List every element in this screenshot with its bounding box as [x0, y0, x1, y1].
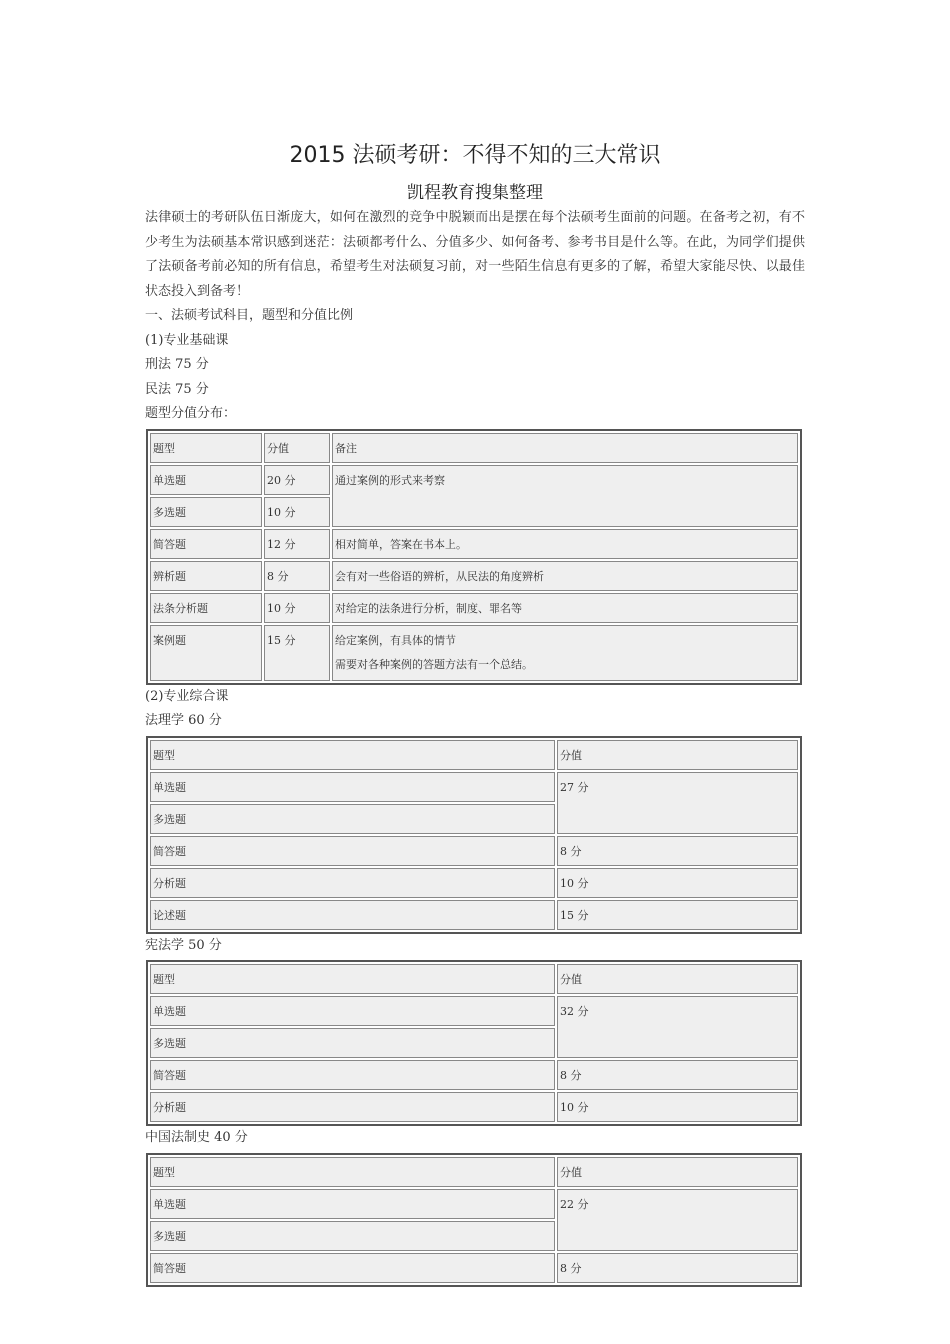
table-row [150, 772, 798, 802]
criminal-law-subject: 刑法 75 分 [145, 357, 209, 372]
score-cell: 10 分 [557, 868, 798, 898]
note-cell: 通过案例的形式来考察 [332, 465, 798, 527]
score-cell: 20 分 [264, 465, 330, 495]
table-row [150, 529, 798, 559]
table-row [150, 1060, 798, 1090]
table-row [150, 561, 798, 591]
table-row [150, 593, 798, 623]
table-row [150, 1092, 798, 1122]
comprehensive-course-heading: (2)专业综合课 [145, 688, 229, 704]
score-cell: 22 分 [557, 1189, 798, 1251]
header-cell: 分值 [557, 964, 798, 994]
table-row [150, 1253, 798, 1283]
note-cell [332, 625, 798, 681]
type-cell: 分析题 [150, 868, 555, 898]
score-cell: 8 分 [264, 561, 330, 591]
basic-course-heading: (1)专业基础课 [145, 332, 229, 348]
type-cell: 简答题 [150, 529, 262, 559]
type-cell: 简答题 [150, 836, 555, 866]
score-cell: 27 分 [557, 772, 798, 834]
table-header-row [150, 433, 798, 463]
table-row [150, 996, 798, 1026]
type-cell: 简答题 [150, 1060, 555, 1090]
table-row [150, 625, 798, 681]
jurisprudence-table [146, 736, 802, 934]
header-cell: 题型 [150, 964, 555, 994]
type-cell: 简答题 [150, 1253, 555, 1283]
table-header-row [150, 964, 798, 994]
type-cell: 论述题 [150, 900, 555, 930]
score-cell: 10 分 [264, 497, 330, 527]
basic-score-table [146, 429, 802, 685]
header-cell: 题型 [150, 740, 555, 770]
score-cell: 10 分 [264, 593, 330, 623]
legal-history-table [146, 1153, 802, 1287]
type-cell: 单选题 [150, 1189, 555, 1219]
type-cell: 多选题 [150, 1028, 555, 1058]
distribution-label: 题型分值分布： [145, 406, 237, 421]
type-cell: 多选题 [150, 1221, 555, 1251]
document-subtitle: 凯程教育搜集整理 [407, 183, 543, 203]
intro-paragraph: 法律硕士的考研队伍日渐庞大，如何在激烈的竞争中脱颖而出是摆在每个法硕考生面前的问题。在备考之初，有不少考生为法硕基本常识感到迷茫：法硕都考什么、分值多少、如何备考、参考书目是什么等。在此，为同学们提供了法硕备考前必知的所有信息，希望考生对法硕复习前，对一些陌生信息有更多的了解，希望大家能尽快、以最佳状态投入到备考！ [145, 210, 805, 299]
table-header-row [150, 740, 798, 770]
header-cell: 分值 [557, 740, 798, 770]
type-cell: 案例题 [150, 625, 262, 681]
table-row [150, 900, 798, 930]
type-cell: 分析题 [150, 1092, 555, 1122]
score-cell: 32 分 [557, 996, 798, 1058]
score-cell: 15 分 [264, 625, 330, 681]
table-row [150, 1189, 798, 1219]
type-cell: 辨析题 [150, 561, 262, 591]
type-cell: 单选题 [150, 772, 555, 802]
civil-law-subject: 民法 75 分 [145, 381, 209, 397]
type-cell: 单选题 [150, 996, 555, 1026]
note-cell: 会有对一些俗语的辨析，从民法的角度辨析 [332, 561, 798, 591]
jurisprudence-label: 法理学 60 分 [145, 713, 222, 728]
table-header-row [150, 1157, 798, 1187]
table-row [150, 868, 798, 898]
score-cell: 15 分 [557, 900, 798, 930]
score-cell: 12 分 [264, 529, 330, 559]
score-cell: 8 分 [557, 836, 798, 866]
document-page [145, 130, 805, 1287]
type-cell: 多选题 [150, 497, 262, 527]
score-cell: 10 分 [557, 1092, 798, 1122]
header-cell: 题型 [150, 1157, 555, 1187]
table-row [150, 465, 798, 495]
header-cell: 分值 [557, 1157, 798, 1187]
header-cell: 备注 [332, 433, 798, 463]
section-heading: 一、法硕考试科目，题型和分值比例 [145, 308, 354, 323]
score-cell: 8 分 [557, 1060, 798, 1090]
document-title: 2015 法硕考研：不得不知的三大常识 [289, 143, 661, 168]
header-cell: 题型 [150, 433, 262, 463]
score-cell: 8 分 [557, 1253, 798, 1283]
constitution-table [146, 960, 802, 1126]
table-row [150, 836, 798, 866]
note-cell: 相对简单，答案在书本上。 [332, 529, 798, 559]
legal-history-label: 中国法制史 40 分 [145, 1130, 248, 1145]
header-cell: 分值 [264, 433, 330, 463]
note-line: 给定案例，有具体的情节 [335, 633, 456, 647]
note-cell: 对给定的法条进行分析，制度、罪名等 [332, 593, 798, 623]
type-cell: 多选题 [150, 804, 555, 834]
type-cell: 法条分析题 [150, 593, 262, 623]
type-cell: 单选题 [150, 465, 262, 495]
note-line: 需要对各种案例的答题方法有一个总结。 [335, 657, 533, 671]
constitution-label: 宪法学 50 分 [145, 937, 222, 953]
